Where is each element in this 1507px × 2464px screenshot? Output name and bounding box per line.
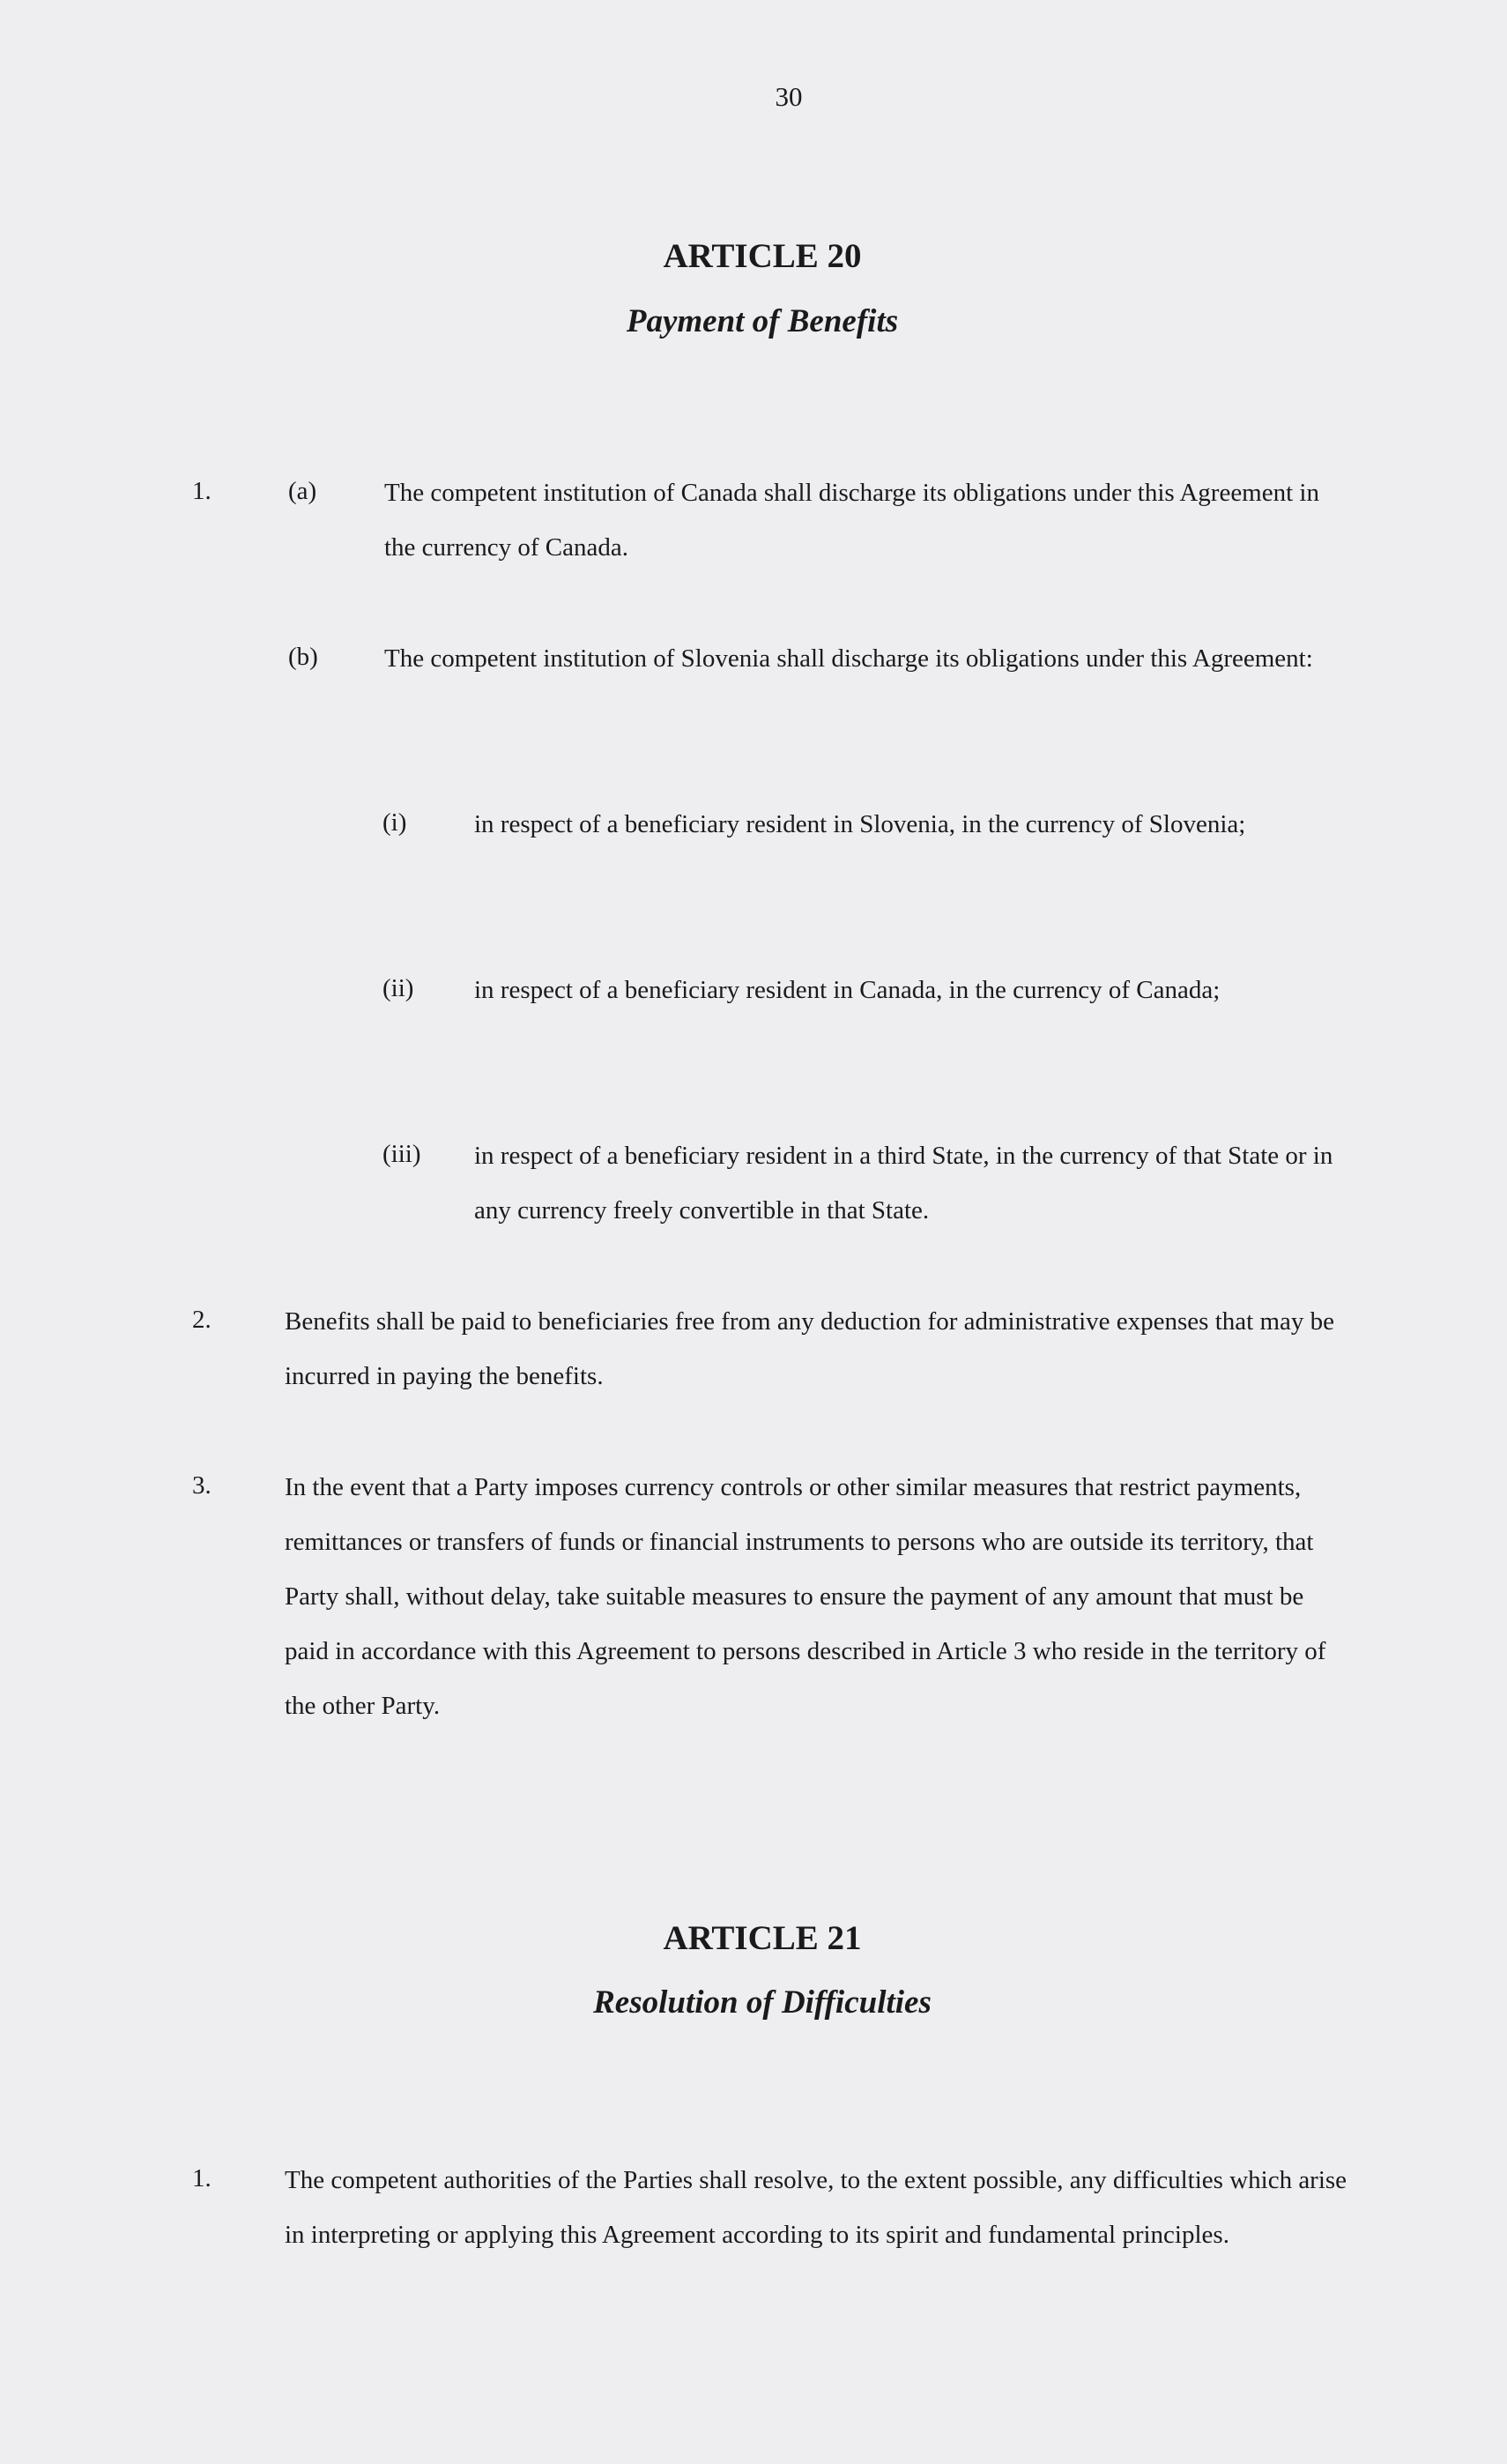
article-21-title: ARTICLE 21 <box>663 1919 862 1957</box>
clause-b-text: The competent institution of Slovenia shall discharge its obligations under this Agreement: <box>384 644 1313 673</box>
subclause-label-i: (i) <box>382 808 407 837</box>
clause-a-text: The competent institution of Canada shall discharge its obligations under this Agreement in the currency of Canada. <box>384 479 1319 562</box>
page-number: 30 <box>775 81 803 112</box>
paragraph-number: 1. <box>192 2164 212 2192</box>
paragraph-number: 1. <box>192 477 212 505</box>
paragraph-number: 3. <box>192 1471 212 1500</box>
paragraph-3-text: In the event that a Party imposes currency controls or other similar measures that restrict payments, remittances or transfers of funds or financial instruments to persons who are outside its territory, that Party shall, without delay, take suitable measures to ensure the payment of any amount that must be paid in accordance with this Agreement to persons described in Article 3 who reside in the territory of the other Party. <box>285 1473 1326 1720</box>
clause-label-b: (b) <box>288 643 318 671</box>
subclause-ii-text: in respect of a beneficiary resident in Canada, in the currency of Canada; <box>474 976 1221 1004</box>
subclause-label-ii: (ii) <box>382 974 414 1002</box>
subclause-label-iii: (iii) <box>382 1140 421 1168</box>
subclause-i-text: in respect of a beneficiary resident in Slovenia, in the currency of Slovenia; <box>474 810 1246 838</box>
article-21-subtitle: Resolution of Difficulties <box>593 1984 932 2021</box>
article-21-paragraph-1-text: The competent authorities of the Parties shall resolve, to the extent possible, any difficulties which arise in interpreting or applying this Agreement according to its spirit and fundamental principles. <box>285 2166 1347 2249</box>
article-20-subtitle: Payment of Benefits <box>626 303 899 339</box>
subclause-iii-text: in respect of a beneficiary resident in a third State, in the currency of that State or in any currency freely convertible in that State. <box>474 1142 1333 1225</box>
paragraph-2-text: Benefits shall be paid to beneficiaries free from any deduction for administrative expenses that may be incurred in paying the benefits. <box>285 1307 1334 1390</box>
article-20-title: ARTICLE 20 <box>663 237 862 275</box>
paragraph-number: 2. <box>192 1306 212 1334</box>
clause-label-a: (a) <box>288 477 317 505</box>
